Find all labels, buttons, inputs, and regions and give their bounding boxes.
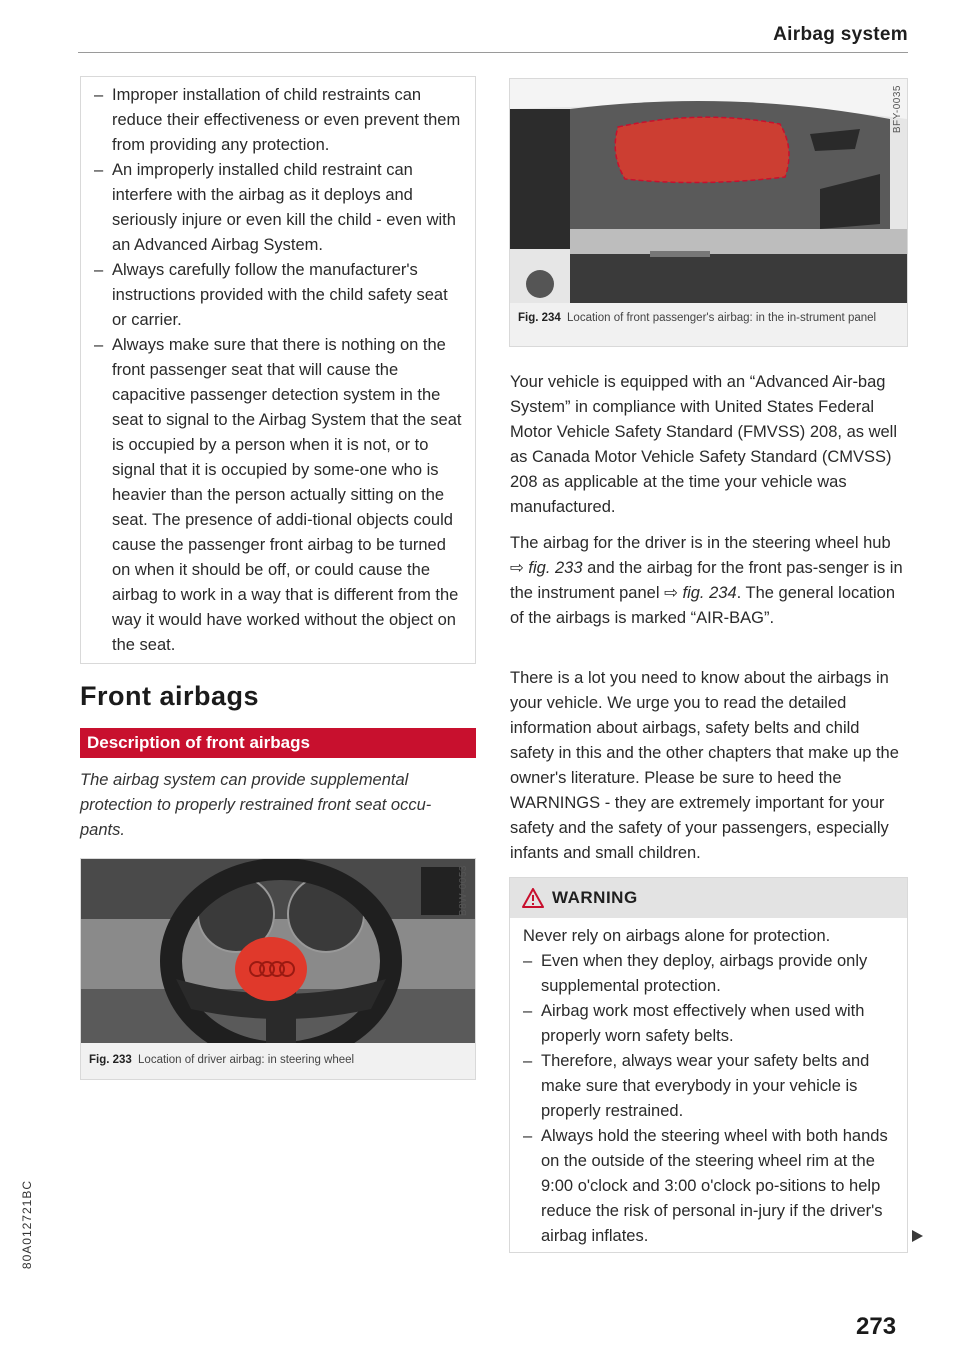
page-number: 273	[856, 1313, 897, 1340]
body-paragraph	[510, 531, 908, 631]
paragraph-text: The airbag for the driver is in the steering wheel hub	[510, 534, 891, 552]
warning-item: – Airbag work most effectively when used with properly worn safety belts.	[523, 999, 895, 1049]
paragraph-text: and the airbag for the front pas-senger is in the instrument panel	[510, 559, 903, 602]
body-paragraph: There is a lot you need to know about the airbags in your vehicle. We urge you to read the detailed information about airbags, safety belts and child safety in this and the other chapters that make up the owner's literature. Please be sure to heed the WARNINGS - they are extremely important for your safety and the safety of your passengers, especially infants and small children.	[510, 669, 899, 862]
figure-caption	[89, 1052, 354, 1069]
warning-item: – Always carefully follow the manufacturer's instructions provided with the child safety seat or carrier.	[94, 258, 463, 333]
document-code: 80A012721BC	[20, 1180, 34, 1270]
child-restraint-warning-continued	[80, 76, 476, 664]
figure-234	[509, 78, 908, 347]
warning-item: – Improper installation of child restraints can reduce their effectiveness or even prevent them from providing any protection.	[94, 83, 463, 158]
section-intro: The airbag system can provide supplemental protection to properly restrained front seat occu-pants.	[80, 771, 432, 839]
warning-list	[94, 83, 463, 658]
subsection-title: Description of front airbags	[80, 728, 476, 758]
warning-body	[510, 918, 907, 1249]
warning-header	[510, 878, 907, 918]
header-rule	[78, 52, 908, 53]
warning-item: – Even when they deploy, airbags provide only supplemental protection.	[523, 949, 895, 999]
figure-code: BFY-0035	[892, 85, 903, 134]
steering-wheel-illustration	[81, 859, 475, 1043]
figure-233	[80, 858, 476, 1080]
warning-item: – An improperly installed child restraint can interfere with the airbag as it deploys and seriously injure or even kill the child - even with an Advanced Airbag System.	[94, 158, 463, 258]
figure-caption-text: Location of front passenger's airbag: in the in-strument panel	[567, 312, 877, 324]
running-header-title: Airbag system	[773, 24, 908, 45]
continue-arrow-icon	[912, 1230, 923, 1242]
warning-lead: Never rely on airbags alone for protection.	[523, 927, 831, 945]
figure-cross-reference[interactable]: ⇨ fig. 233	[510, 559, 583, 577]
warning-item: – Therefore, always wear your safety belts and make sure that everybody in your vehicle is properly restrained.	[523, 1049, 895, 1124]
figure-label: Fig. 234	[518, 312, 561, 324]
warning-item: – Always hold the steering wheel with both hands on the outside of the steering wheel rim at the 9:00 o'clock and 3:00 o'clock po-sitions to help reduce the risk of personal in-jury if the driver's airbag inflates.	[523, 1124, 895, 1249]
section-title: Front airbags	[80, 681, 260, 711]
figure-caption-text: Location of driver airbag: in steering wheel	[138, 1054, 355, 1066]
body-paragraph: Your vehicle is equipped with an “Advanced Air-bag System” in compliance with United States Federal Motor Vehicle Safety Standard (FMVSS) 208, as well as Canada Motor Vehicle Safety Standard (CMVSS) 208 as applicable at the time your vehicle was manufactured.	[510, 373, 898, 516]
warning-list	[523, 949, 895, 1249]
warning-title: WARNING	[552, 888, 638, 907]
figure-code: B8W-0053	[458, 865, 469, 917]
paragraph-text: . The general location of the airbags is marked “AIR-BAG”.	[510, 584, 896, 627]
instrument-panel-illustration	[510, 79, 907, 303]
figure-caption	[518, 310, 898, 327]
figure-cross-reference[interactable]: ⇨ fig. 234	[664, 584, 737, 602]
warning-triangle-icon	[522, 888, 544, 908]
figure-label: Fig. 233	[89, 1054, 132, 1066]
warning-box	[509, 877, 908, 1253]
warning-item: – Always make sure that there is nothing on the front passenger seat that will cause the capacitive passenger detection system in the seat to signal to the Airbag System that the seat is occupied by a person when it is not, or to signal that it is occupied by some-one who is heavier than the person actually sitting on the seat. The presence of addi-tional objects could cause the passenger front airbag to be turned on when it should be off, or could cause the airbag to work in a way that is different from the way it would have worked without the object on the seat.	[94, 333, 463, 658]
